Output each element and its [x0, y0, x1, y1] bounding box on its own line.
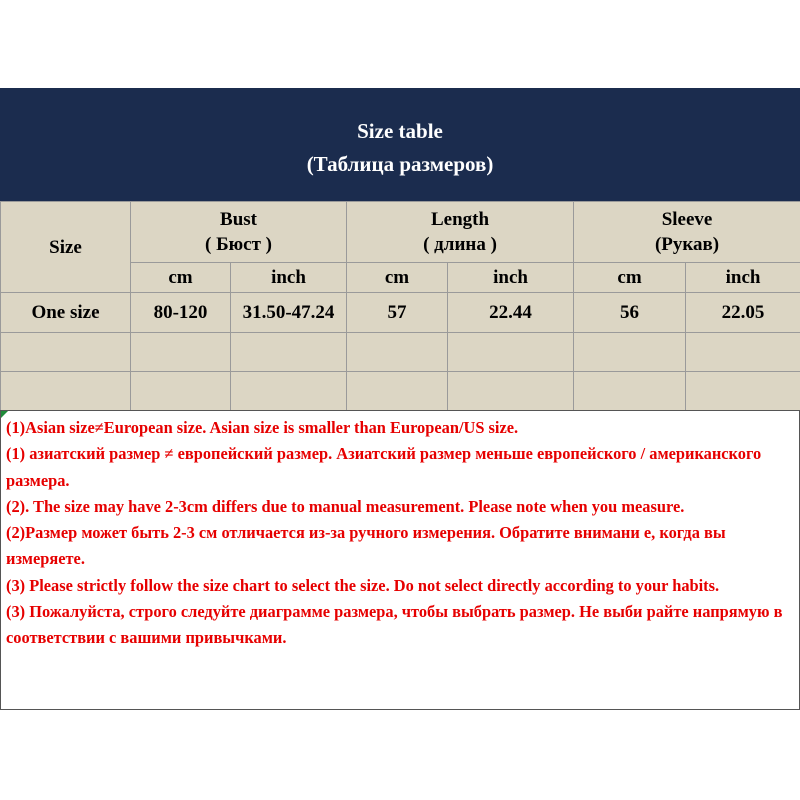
table-cell: 22.05: [686, 293, 800, 333]
note-line: (1)Asian size≠European size. Asian size is smaller than European/US size.: [6, 418, 519, 437]
table-cell: 56: [574, 293, 686, 333]
empty-cell: [347, 333, 448, 372]
unit-header: cm: [574, 263, 686, 293]
empty-cell: [686, 372, 800, 411]
table-cell: 31.50-47.24: [231, 293, 347, 333]
group-subname: ( Бюст ): [205, 234, 273, 255]
unit-header: cm: [131, 263, 231, 293]
empty-row: [1, 372, 800, 411]
corner-marker-icon: [1, 411, 8, 418]
unit-header: inch: [686, 263, 800, 293]
empty-cell: [574, 372, 686, 411]
sleeve-group-header: [574, 202, 800, 263]
size-chart: [0, 88, 800, 710]
note-line: (3) Please strictly follow the size chart to select the size. Do not select directly according to your habits.: [6, 575, 720, 595]
group-subname: ( длина ): [423, 234, 497, 255]
empty-row: [1, 333, 800, 372]
empty-cell: [448, 333, 574, 372]
empty-cell: [1, 372, 131, 411]
empty-cell: [686, 333, 800, 372]
unit-header: inch: [448, 263, 574, 293]
group-subname: (Рукав): [654, 234, 720, 255]
size-column-header: Size: [1, 202, 131, 293]
empty-cell: [131, 372, 231, 411]
group-name: Sleeve: [661, 209, 713, 230]
note-line: (1) азиатский размер ≠ европейский размер. Азиатский размер меньше европейского / американского размера.: [6, 444, 762, 490]
empty-cell: [347, 372, 448, 411]
size-notes: [0, 410, 800, 710]
group-name: Length: [430, 209, 490, 230]
table-title: Size table: [357, 119, 443, 143]
empty-cell: [1, 333, 131, 372]
empty-cell: [574, 333, 686, 372]
group-name: Bust: [220, 209, 257, 230]
bust-group-header: [131, 202, 347, 263]
unit-header: inch: [231, 263, 347, 293]
empty-cell: [231, 372, 347, 411]
note-line: (2). The size may have 2-3cm differs due to manual measurement. Please note when you measure.: [6, 496, 685, 516]
size-table: [0, 201, 800, 411]
table-cell: 22.44: [448, 293, 574, 333]
unit-header: cm: [347, 263, 448, 293]
empty-cell: [231, 333, 347, 372]
table-header: [0, 88, 800, 201]
table-cell: 57: [347, 293, 448, 333]
note-line: (2)Размер может быть 2-3 см отличается из-за ручного измерения. Обратите внимани е, когда вы измеряете.: [6, 523, 726, 569]
empty-cell: [131, 333, 231, 372]
empty-cell: [448, 372, 574, 411]
table-row: [1, 293, 800, 333]
table-subtitle: (Таблица размеров): [306, 152, 494, 176]
table-cell: 80-120: [131, 293, 231, 333]
table-cell: One size: [1, 293, 131, 333]
length-group-header: [347, 202, 574, 263]
note-line: (3) Пожалуйста, строго следуйте диаграмме размера, чтобы выбрать размер. Не выби райте напрямую в соответствии с вашими привычками.: [6, 602, 783, 648]
